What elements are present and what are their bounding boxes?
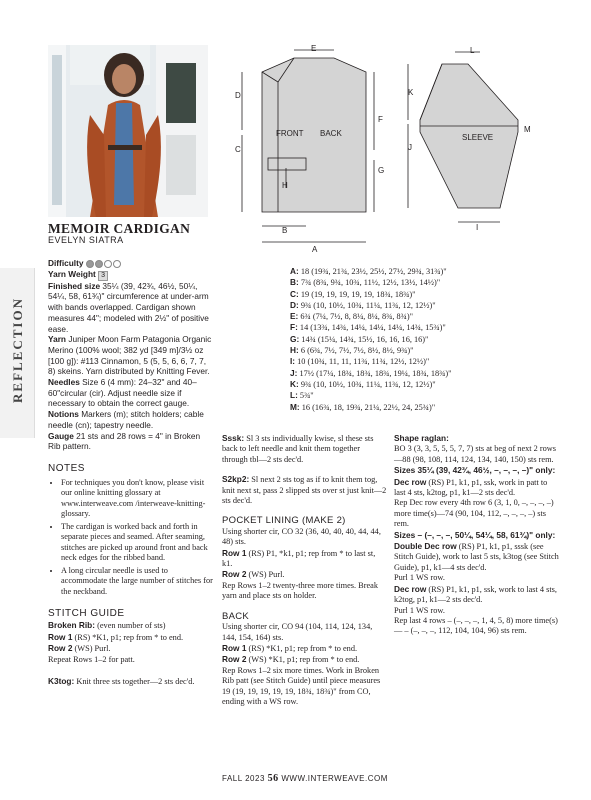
dim-h: H	[282, 181, 288, 190]
model-photo	[48, 45, 208, 217]
measurement-row: B: 7¾ (8¾, 9¾, 10¾, 11½, 12½, 13½, 14½)"	[290, 277, 441, 288]
schematic-diagram	[222, 40, 562, 256]
dec-row-text: (RS) P1, k1, p1, ssk, work in patt to last 4 sts, k2tog, p1, k1—2 sts dec'd.	[394, 477, 548, 498]
measurement-row: M: 16 (16¾, 18, 19¾, 21¼, 22½, 24, 25¾)"	[290, 401, 436, 412]
dec-row-2-text: (RS) P1, k1, p1, ssk, work to last 4 sts, k2tog, p1, k1—2 sts dec'd.	[394, 584, 557, 605]
list-item: • A long circular needle is used to accommodate the large number of stitches for the neckband.	[61, 566, 213, 598]
measurement-row: F: 14 (13¾, 14¾, 14¼, 14¼, 14¼, 14¾, 15¾)"	[290, 322, 446, 333]
measurement-row: G: 14¾ (15¼, 14¾, 15½, 16, 16, 16, 16)"	[290, 333, 429, 344]
purl-row-2: Purl 1 WS row.	[394, 605, 445, 615]
pocket-row1-label: Row 1	[222, 547, 247, 558]
raglan-p3: Rep last 4 rows – (–, –, –, 1, 4, 5, 8) more time(s)— – (–, –, –, 112, 104, 104, 96) sts rem.	[394, 615, 558, 636]
stitch-guide-heading: STITCH GUIDE	[48, 608, 125, 620]
pocket-rest: Rep Rows 1–2 twenty-three more times. Break yarn and place sts on holder.	[222, 580, 378, 601]
rib-row2-text: (WS) Purl.	[74, 644, 111, 654]
dim-a: A	[312, 245, 318, 254]
yarn-text: Juniper Moon Farm Patagonia Organic Merino (100% wool; 382 yd [349 m]/3½ oz [100 g]): #113 Cinnamon, 5 (5, 5, 6, 6, 7, 7, 8) skeins. Yarn distributed by Knitting Fever.	[48, 334, 212, 377]
back-label: BACK	[320, 129, 342, 138]
dim-e: E	[311, 44, 317, 53]
raglan-p2: Rep Dec row every 4th row 6 (3, 1, 0, –, –, –, –) more time(s)—74 (90, 104, 112, –, –, –, –) sts rem.	[394, 498, 554, 529]
s2kp2-label: S2kp2:	[222, 474, 250, 485]
k3tog-text: Knit three sts together—2 sts dec'd.	[76, 676, 195, 686]
front-label: FRONT	[276, 129, 304, 138]
broken-rib-note: (even number of sts)	[97, 620, 166, 630]
pocket-intro: Using shorter cir, CO 32 (36, 40, 40, 40, 44, 44, 48) sts.	[222, 526, 381, 547]
page-footer	[222, 773, 388, 784]
yarn-label: Yarn	[48, 334, 66, 345]
pocket-row2-text: (WS) Purl.	[248, 570, 285, 580]
double-dec-text: (RS) P1, k1, p1, sssk (see Stitch Guide), work to last 5 sts, k3tog (see Stitch Guide), p1, k1—4 sts dec'd.	[394, 542, 559, 572]
broken-rib-label: Broken Rib:	[48, 619, 96, 630]
dim-d: D	[235, 91, 241, 100]
dim-g: G	[378, 166, 385, 175]
issue-label: FALL 2023	[222, 774, 265, 783]
dim-b: B	[282, 226, 288, 235]
page-number: 56	[267, 773, 279, 784]
raglan-heading: Shape raglan:	[394, 433, 449, 443]
specs-column	[48, 258, 213, 687]
back-intro: Using shorter cir, CO 94 (104, 114, 124, 134, 144, 154, 164) sts.	[222, 622, 373, 642]
back-row2-text: (WS) *K1, p1; rep from * to end.	[248, 655, 360, 665]
pocket-row1-text: (RS) P1, *k1, p1; rep from * to last st, k1.	[222, 548, 376, 569]
back-row2-label: Row 2	[222, 654, 247, 665]
notions-text: Markers (m); stitch holders; cable needle (cn); tapestry needle.	[48, 409, 204, 430]
raglan-p1: BO 3 (3, 3, 5, 5, 5, 7, 7) sts at beg of next 2 rows—88 (98, 108, 114, 124, 134, 140, 150) sts rem.	[394, 444, 557, 464]
difficulty-label: Difficulty	[48, 258, 84, 268]
finished-size-text: 35¼ (39, 42¾, 46½, 50¼, 54¼, 58, 61¾)" circumference at under-arm with bands overlapped. Cardigan shown measures 44"; modeled with 2½" of positive ease.	[48, 280, 209, 334]
rib-row2-label: Row 2	[48, 643, 73, 654]
sssk-text: Sl 3 sts individually kwise, sl these sts back to left needle and knit them together through tbl—2 sts dec'd.	[222, 434, 374, 464]
double-dec-label: Double Dec row	[394, 541, 457, 552]
instructions-column-2	[222, 433, 387, 707]
dim-j: J	[408, 143, 412, 152]
raglan-sizes-2: Sizes – (–, –, –, 50¼, 54¼, 58, 61¾)" only:	[394, 529, 556, 540]
measurements-list	[290, 266, 550, 413]
measurement-row: A: 18 (19¾, 21¾, 23½, 25½, 27½, 29¾, 31¾)"	[290, 266, 447, 276]
measurement-row: D: 9¾ (10, 10½, 10¾, 11¼, 11¾, 12, 12½)"	[290, 299, 436, 310]
section-tab	[0, 268, 35, 438]
measurement-row: K: 9¾ (10, 10½, 10¾, 11¼, 11¾, 12, 12½)"	[290, 378, 436, 389]
dim-k: K	[408, 88, 414, 97]
difficulty-rating	[86, 258, 122, 268]
dim-m: M	[524, 125, 531, 134]
rib-row1-label: Row 1	[48, 631, 73, 642]
measurement-row: H: 6 (6¾, 7½, 7½, 7½, 8½, 8½, 9¾)"	[290, 345, 414, 356]
pocket-row2-label: Row 2	[222, 569, 247, 580]
dim-c: C	[235, 145, 241, 154]
back-row1-label: Row 1	[222, 642, 247, 653]
gauge-text: 21 sts and 28 rows = 4" in Broken Rib pattern.	[48, 430, 201, 452]
notes-heading: NOTES	[48, 462, 85, 474]
dec-row-2-label: Dec row	[394, 583, 427, 594]
measurement-row: C: 19 (19, 19, 19, 19, 19, 18¾, 18¾)"	[290, 288, 416, 299]
rib-repeat-text: Repeat Rows 1–2 for patt.	[48, 654, 135, 664]
yarn-weight-label: Yarn Weight	[48, 268, 96, 279]
purl-row-1: Purl 1 WS row.	[394, 573, 445, 583]
list-item: • For techniques you don't know, please visit our online knitting glossary at www.interweave.com /interweave-knitting-glossary.	[61, 478, 213, 520]
back-row1-text: (RS) *K1, p1; rep from * to end.	[248, 643, 358, 653]
back-rest: Rep Rows 1–2 six more times. Work in Broken Rib patt (see Stitch Guide) until piece measures 19 (19, 19, 19, 19, 19, 18¾, 18¾)" from CO, ending with a WS row.	[222, 665, 381, 706]
pocket-heading: POCKET LINING (MAKE 2)	[222, 515, 346, 527]
yarn-weight-icon: 3	[98, 271, 108, 281]
pattern-title: MEMOIR CARDIGAN	[48, 221, 191, 236]
needles-text: Size 6 (4 mm): 24–32" and 40–60"circular (cir). Adjust needle size if necessary to obtain the correct gauge.	[48, 377, 197, 409]
sssk-label: Sssk:	[222, 433, 245, 443]
raglan-sizes-1: Sizes 35¼ (39, 42¾, 46½, –, –, –, –)" only:	[394, 465, 556, 476]
section-tab-label: REFLECTION	[10, 297, 25, 403]
rib-row1-text: (RS) *K1, p1; rep from * to end.	[74, 632, 184, 642]
notions-label: Notions	[48, 409, 79, 420]
designer-name: EVELYN SIATRA	[48, 235, 124, 245]
measurement-row: L: 5¾"	[290, 390, 314, 401]
sleeve-label: SLEEVE	[462, 133, 494, 142]
dim-f: F	[378, 115, 383, 124]
dim-i: I	[476, 223, 479, 232]
needles-label: Needles	[48, 377, 80, 388]
measurement-row: I: 10 (10¾, 11, 11, 11¾, 11¾, 12½, 12½)"	[290, 356, 430, 367]
dec-row-label: Dec row	[394, 476, 427, 487]
gauge-label: Gauge	[48, 430, 74, 441]
notes-list	[48, 478, 213, 598]
k3tog-label: K3tog:	[48, 675, 75, 686]
dim-l: L	[470, 46, 475, 55]
watermark-text: PassionForum.ru	[470, 786, 539, 796]
measurement-row: E: 6¾ (7¼, 7½, 8, 8¼, 8¼, 8¾, 8¾)"	[290, 311, 413, 322]
site-url: WWW.INTERWEAVE.COM	[281, 774, 388, 783]
s2kp2-text: Sl next 2 sts tog as if to knit them tog, knit next st, pass 2 slipped sts over st just knit—2 sts dec'd.	[222, 475, 387, 506]
measurement-row: J: 17½ (17¼, 18¾, 18¾, 18¾, 19¼, 18¾, 18¾)"	[290, 367, 452, 378]
instructions-column-3	[394, 433, 559, 637]
list-item: • The cardigan is worked back and forth in separate pieces and seamed. After seaming, stitches are picked up around front and back neck edges for the ribbed band.	[61, 522, 213, 564]
finished-size-label: Finished size	[48, 280, 101, 291]
back-heading: BACK	[222, 610, 250, 622]
